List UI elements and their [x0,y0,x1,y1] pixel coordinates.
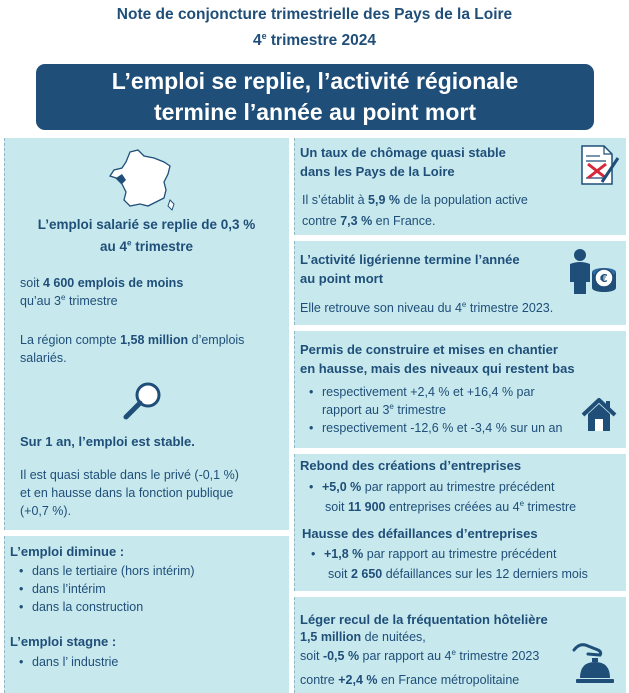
stagnate-title: L’emploi stagne : [10,634,117,649]
list-item: • +5,0 % par rapport au trimestre précédent [322,477,576,497]
hotel-text: 1,5 million de nuitées, soit -0,5 % par rapport au 4e trimestre 2023 contre +2,4 % en France métropolitaine [300,630,540,687]
list-item: • respectivement -12,6 % et -3,4 % sur un an [322,419,562,437]
list-item: • dans le tertiaire (hors intérim) [32,562,195,580]
creations-title: Rebond des créations d’entreprises [300,458,522,473]
region-jobs-text: La région compte 1,58 million d’emplois salariés. [20,333,245,365]
hotel-title: Léger recul de la fréquentation hôtelière [300,612,548,627]
activity-title: L’activité ligérienne termine l’année au point mort [300,252,520,286]
magnifier-icon [120,380,166,422]
decrease-title: L’emploi diminue : [10,544,125,559]
headline-banner [36,64,594,130]
sector-detail-text: Il est quasi stable dans le privé (-0,1 %) et en hausse dans la fonction publique (+0,7 %). [20,468,239,518]
headline-line-1: L’emploi se replie, l’activité régionale [111,68,519,94]
list-item-continued: rapport au 3e trimestre [322,401,446,417]
permits-title: Permis de construire et mises en chantier en hausse, mais des niveaux qui restent bas [300,342,575,376]
decrease-list [32,562,195,616]
svg-text:€: € [600,272,608,285]
document-cross-icon [576,144,620,188]
activity-text: Elle retrouve son niveau du 4e trimestre 2023. [300,299,554,315]
failures-text: • +1,8 % par rapport au trimestre précédent soit 2 650 défaillances sur les 12 derniers mois [324,544,588,584]
house-icon [581,397,617,433]
list-item: • dans l’ industrie [32,653,118,671]
unemployment-text: Il s’établit à 5,9 % de la population active contre 7,3 % en France. [302,193,528,228]
jobs-lost-text: soit 4 600 emplois de moins qu’au 3e trimestre [20,276,184,308]
failures-title: Hausse des défaillances d’entreprises [302,526,538,541]
creations-text: • +5,0 % par rapport au trimestre précédent soit 11 900 entreprises créées au 4e trimestre [322,477,576,517]
report-title: Note de conjoncture trimestrielle des Pays de la Loire [116,6,513,23]
headline-line-2: termine l’année au point mort [153,99,477,125]
list-item: • dans la construction [32,598,195,616]
employment-title: L’emploi salarié se replie de 0,3 % au 4e trimestre [37,217,256,254]
permits-list [322,383,562,437]
list-item: • respectivement +2,4 % et +16,4 % par [322,383,562,401]
list-item: • dans l’intérim [32,580,195,598]
businessman-coins-icon [566,248,618,296]
unemployment-title: Un taux de chômage quasi stable dans les Pays de la Loire [300,145,506,179]
stagnate-list [32,653,118,671]
report-period: 4e trimestre 2024 [252,30,377,49]
france-map-icon [108,148,176,212]
list-item: • +1,8 % par rapport au trimestre précédent [324,544,588,564]
hotel-bell-icon [570,640,620,688]
stable-title: Sur 1 an, l’emploi est stable. [20,434,195,449]
